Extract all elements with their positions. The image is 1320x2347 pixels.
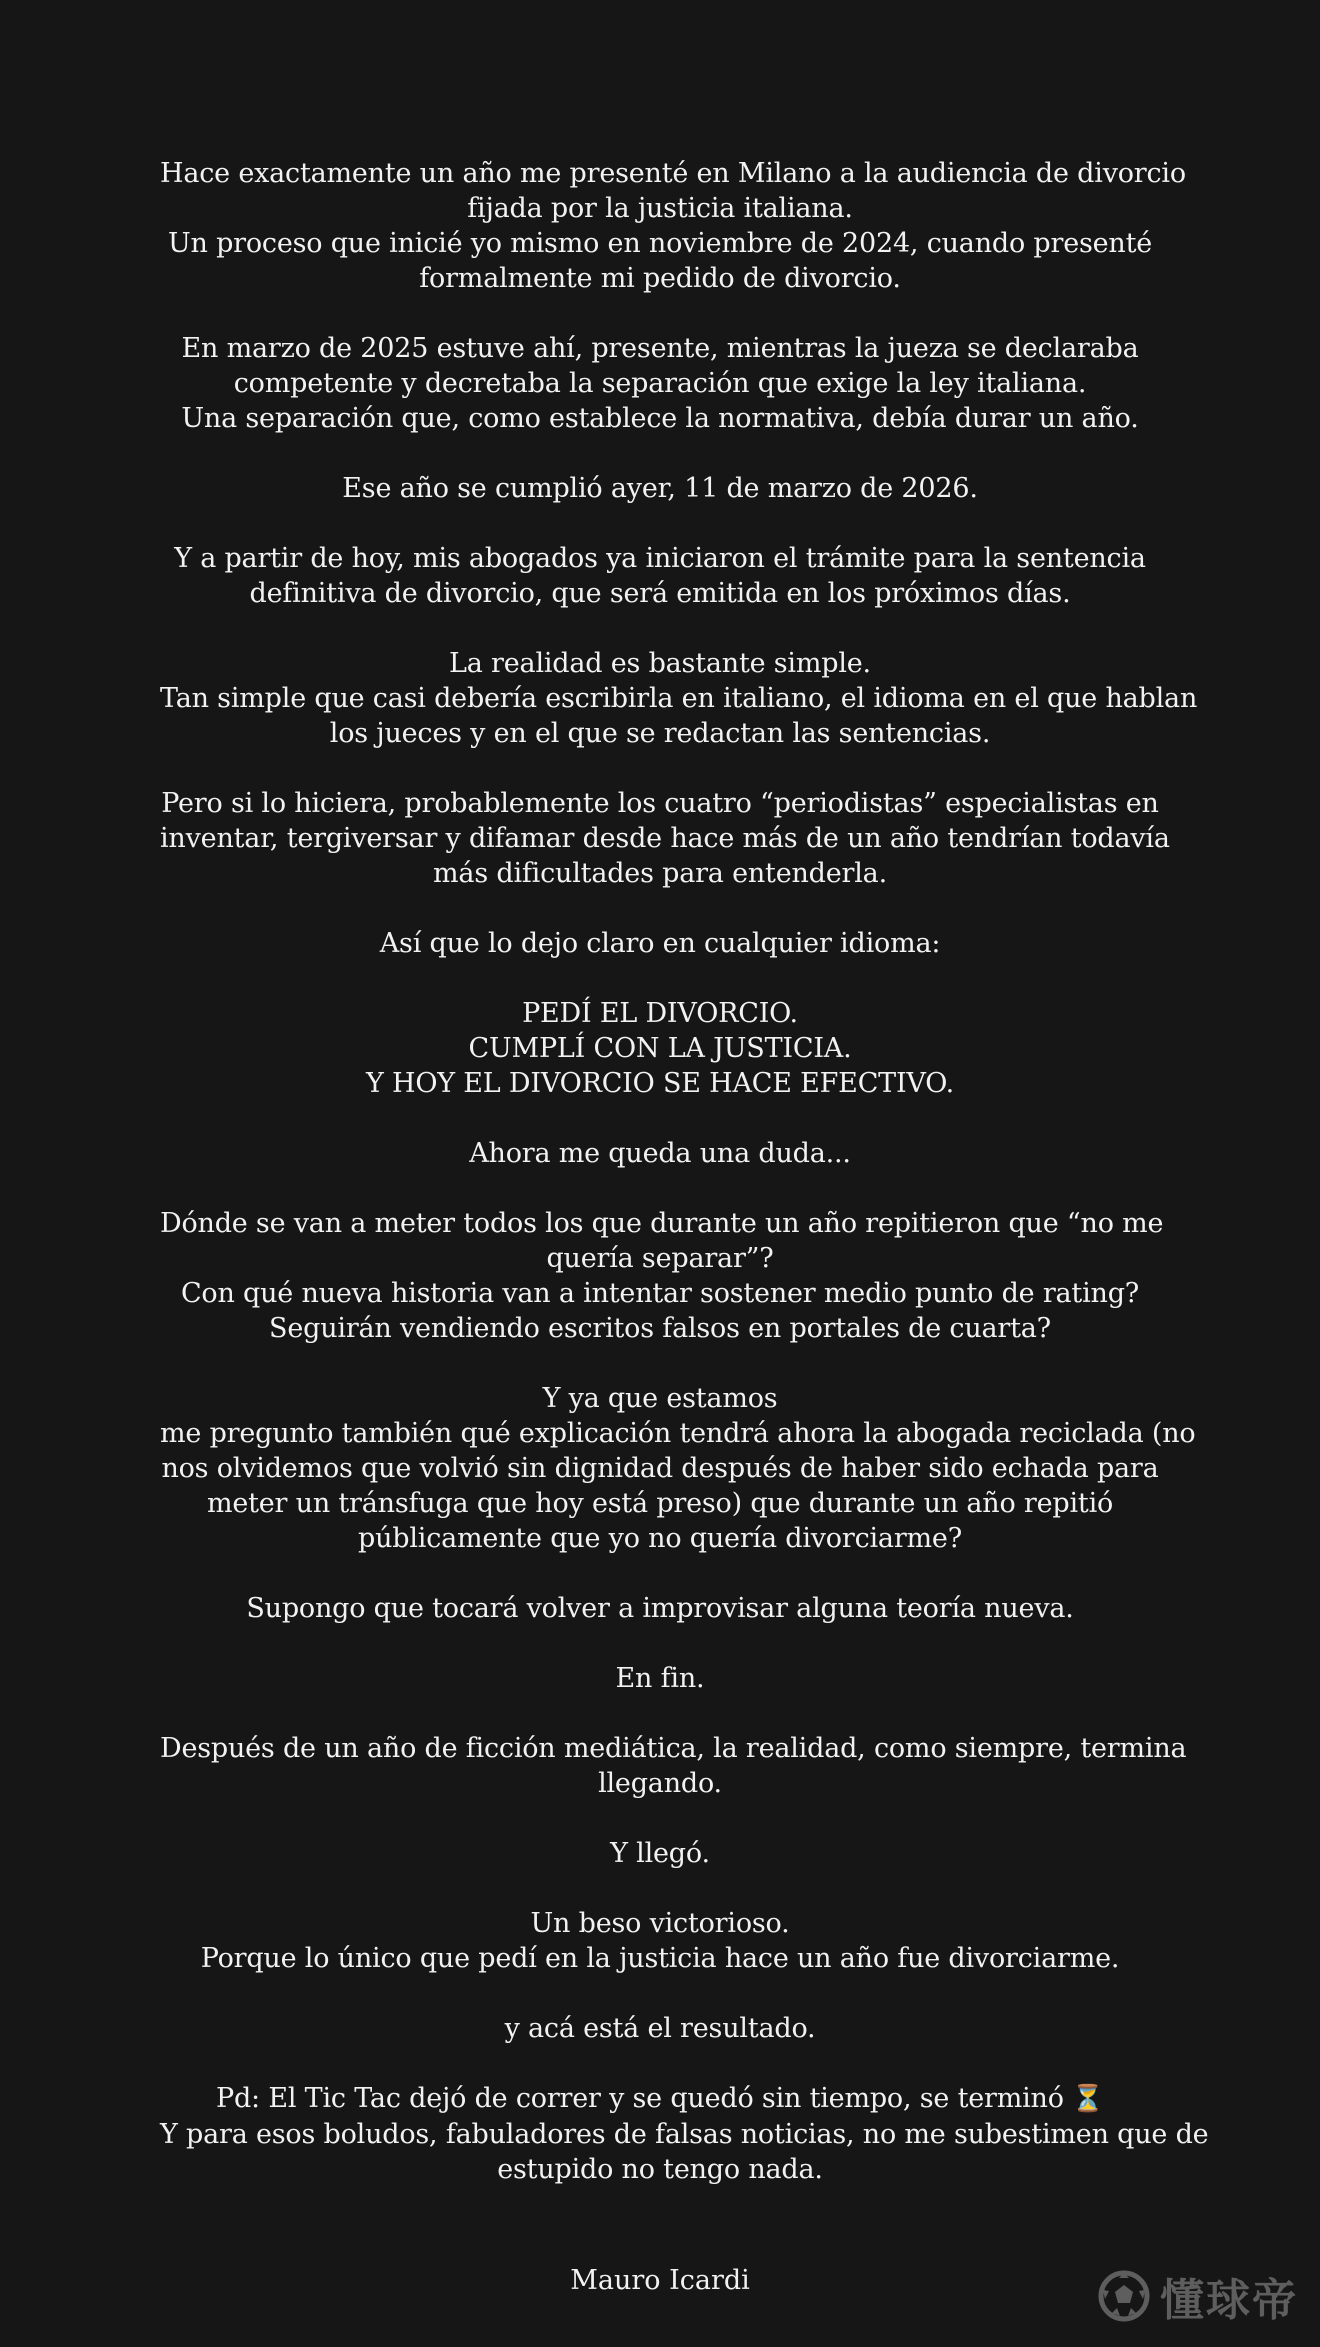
paragraph-4 (160, 541, 1160, 611)
text-line: me pregunto también qué explicación tendrá ahora la abogada reciclada (no (160, 1418, 1196, 1449)
text-line: Y para esos boludos, fabuladores de falsas noticias, no me subestimen que de (160, 2119, 1209, 2150)
text-line: Tan simple que casi debería escribirla en italiano, el idioma en el que hablan (160, 683, 1198, 714)
text-line: Un beso victorioso. (530, 1908, 790, 1939)
text-line: Y llegó. (610, 1838, 710, 1869)
text-line: Y a partir de hoy, mis abogados ya iniciaron el trámite para la sentencia (174, 543, 1146, 574)
text-line: PEDÍ EL DIVORCIO. (522, 998, 798, 1029)
paragraph-gap (0, 1626, 1320, 1661)
text-line: Porque lo único que pedí en la justicia hace un año fue divorciarme. (200, 1943, 1120, 1974)
paragraph-17 (160, 2011, 1160, 2046)
hourglass-icon: ⏳ (1071, 2084, 1104, 2114)
paragraph-6 (160, 786, 1170, 891)
paragraph-12 (160, 1591, 1160, 1626)
paragraph-11 (160, 1381, 1196, 1556)
paragraph-gap (0, 1976, 1320, 2011)
text-line: Ese año se cumplió ayer, 11 de marzo de 2026. (342, 473, 978, 504)
paragraph-8-emphasis (160, 996, 1160, 1101)
text-line: Después de un año de ficción mediática, la realidad, como siempre, termina (160, 1733, 1187, 1764)
paragraph-gap (0, 1801, 1320, 1836)
paragraph-gap (0, 1101, 1320, 1136)
text-line: los jueces y en el que se redactan las sentencias. (329, 718, 991, 749)
text-line: Ahora me queda una duda... (469, 1138, 851, 1169)
text-line: Así que lo dejo claro en cualquier idioma: (379, 928, 941, 959)
paragraph-15 (160, 1836, 1160, 1871)
paragraph-gap (0, 751, 1320, 786)
signature: Mauro Icardi (570, 2265, 750, 2296)
paragraph-gap (0, 2046, 1320, 2081)
paragraph-gap (0, 296, 1320, 331)
paragraph-gap (0, 891, 1320, 926)
paragraph-gap (0, 1696, 1320, 1731)
text-line: formalmente mi pedido de divorcio. (419, 263, 901, 294)
text-line: CUMPLÍ CON LA JUSTICIA. (468, 1033, 852, 1064)
paragraph-gap (0, 1556, 1320, 1591)
text-line: Supongo que tocará volver a improvisar alguna teoría nueva. (246, 1593, 1074, 1624)
paragraph-7 (160, 926, 1160, 961)
paragraph-18-postscript (160, 2081, 1209, 2187)
paragraph-gap (0, 1171, 1320, 1206)
text-line: Pero si lo hiciera, probablemente los cuatro “periodistas” especialistas en (161, 788, 1159, 819)
text-line: inventar, tergiversar y difamar desde hace más de un año tendrían todavía (160, 823, 1170, 854)
paragraph-16 (160, 1906, 1160, 1976)
paragraph-gap (0, 1871, 1320, 1906)
paragraph-gap (0, 961, 1320, 996)
text-line: nos olvidemos que volvió sin dignidad después de haber sido echada para (161, 1453, 1159, 1484)
text-line: estupido no tengo nada. (497, 2154, 823, 2185)
text-line: Una separación que, como establece la normativa, debía durar un año. (181, 403, 1139, 434)
text-line: Un proceso que inicié yo mismo en noviembre de 2024, cuando presenté (167, 228, 1153, 259)
paragraph-1 (160, 156, 1186, 296)
paragraph-9 (160, 1136, 1160, 1171)
text-line: Seguirán vendiendo escritos falsos en portales de cuarta? (269, 1313, 1051, 1344)
text-line: La realidad es bastante simple. (449, 648, 871, 679)
paragraph-10 (160, 1206, 1164, 1346)
watermark (1098, 2264, 1298, 2328)
text-line: Dónde se van a meter todos los que durante un año repitieron que “no me (160, 1208, 1164, 1239)
paragraph-gap (0, 611, 1320, 646)
text-line: competente y decretaba la separación que exige la ley italiana. (233, 368, 1087, 399)
text-line: más dificultades para entenderla. (433, 858, 887, 889)
text-line: En marzo de 2025 estuve ahí, presente, mientras la jueza se declaraba (181, 333, 1139, 364)
text-line: fijada por la justicia italiana. (467, 193, 853, 224)
text-line: llegando. (598, 1768, 722, 1799)
paragraph-5 (160, 646, 1198, 751)
paragraph-gap (0, 436, 1320, 471)
paragraph-13 (160, 1661, 1160, 1696)
paragraph-3 (160, 471, 1160, 506)
paragraph-14 (160, 1731, 1187, 1801)
text-line: Y HOY EL DIVORCIO SE HACE EFECTIVO. (366, 1068, 954, 1099)
paragraph-gap (0, 506, 1320, 541)
text-line: y acá está el resultado. (504, 2013, 816, 2044)
text-line: quería separar”? (546, 1243, 774, 1274)
text-line: En fin. (615, 1663, 705, 1694)
statement-body (0, 156, 1320, 2187)
text-line: Hace exactamente un año me presenté en Milano a la audiencia de divorcio (160, 158, 1186, 189)
text-line: públicamente que yo no quería divorciarme? (357, 1523, 962, 1554)
text-line: meter un tránsfuga que hoy está preso) que durante un año repitió (206, 1488, 1114, 1519)
watermark-text: 懂球帝 (1160, 2275, 1298, 2326)
paragraph-2 (160, 331, 1160, 436)
text-line: Y ya que estamos (542, 1383, 778, 1414)
text-line (160, 2081, 1160, 2117)
text-line: definitiva de divorcio, que será emitida en los próximos días. (249, 578, 1071, 609)
paragraph-gap (0, 1346, 1320, 1381)
soccer-ball-icon (1098, 2270, 1150, 2322)
text-line: Con qué nueva historia van a intentar sostener medio punto de rating? (180, 1278, 1140, 1309)
postscript-text: Pd: El Tic Tac dejó de correr y se quedó sin tiempo, se terminó (216, 2083, 1064, 2114)
